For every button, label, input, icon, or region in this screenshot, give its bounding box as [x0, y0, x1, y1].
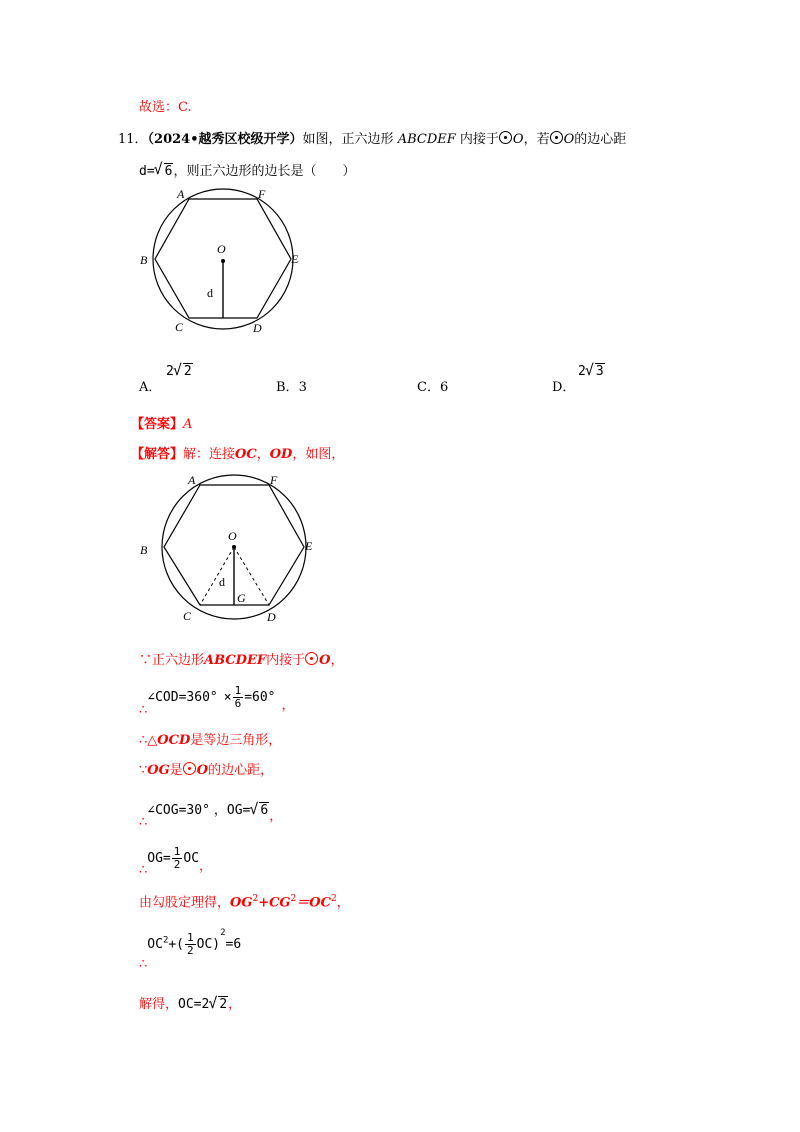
- option-C: [417, 379, 448, 397]
- sqrt-3: [586, 364, 605, 379]
- step8-a: OC: [147, 937, 163, 952]
- d-equals: d=: [139, 164, 155, 179]
- step-1: [139, 652, 343, 670]
- step9-a: OC=2: [178, 997, 210, 1012]
- option-D-coef: 2: [578, 364, 586, 379]
- option-B-letter: B．: [276, 380, 299, 395]
- step5-rad: 6: [260, 803, 269, 818]
- circle-dot-icon: [305, 652, 318, 665]
- option-D-value: [578, 364, 605, 379]
- step6-num: 1: [173, 845, 181, 858]
- label2-D: D: [267, 610, 276, 624]
- step-5: [139, 799, 283, 830]
- step3-pre: ∴△: [139, 733, 158, 748]
- label2-O: O: [228, 529, 237, 543]
- question-line2-post: ，则正六边形的边长是（ ）: [173, 164, 356, 179]
- dashed-oc: [200, 547, 234, 605]
- sqrt-6-b: [250, 803, 269, 818]
- option-D-rad: 3: [595, 364, 604, 379]
- step8-therefore: ∴: [139, 957, 148, 972]
- label2-C: C: [183, 609, 192, 623]
- question-text-2: 内接于: [459, 132, 499, 147]
- analysis-sep: ，: [256, 447, 270, 462]
- step8-d: =6: [225, 937, 242, 952]
- sqrt-2: [174, 364, 193, 379]
- step4-seg: OG: [147, 763, 170, 778]
- label-C: C: [175, 320, 184, 334]
- circle-dot-icon: [183, 762, 196, 775]
- step7-end: ，: [336, 895, 350, 911]
- step2-therefore: ∴: [139, 703, 148, 718]
- step7-c: ＝OC: [296, 895, 331, 911]
- step7-a: OG: [230, 895, 253, 911]
- step8-b: +(: [168, 937, 185, 952]
- step-9: [139, 993, 241, 1012]
- sqrt-2-b: [209, 997, 228, 1012]
- step6-end: ，: [199, 859, 213, 874]
- label2-d: d: [219, 575, 225, 589]
- step7-sup3: 2: [330, 894, 337, 904]
- analysis-tail: ，如图，: [292, 447, 345, 462]
- hexagon-name: ABCDEF: [397, 132, 456, 147]
- step8-den: 2: [187, 944, 194, 957]
- step5-a: ∠COG=30°: [147, 803, 210, 818]
- option-C-value: 6: [439, 380, 449, 395]
- step3-end: 是等边三角形，: [190, 733, 282, 748]
- answer-line: [131, 416, 192, 434]
- label-F: F: [258, 187, 266, 201]
- question-text-4: 的边心距: [574, 132, 627, 147]
- step7-pre: 由勾股定理得，: [139, 895, 231, 911]
- analysis-intro: 解：连接: [183, 447, 236, 462]
- option-D-letter: D．: [552, 380, 576, 395]
- question-number: 11．: [118, 132, 148, 147]
- step4-mid: 是: [169, 763, 183, 778]
- option-A-coef: 2: [166, 364, 174, 379]
- option-A-value: [166, 364, 193, 379]
- analysis-tag: 【解答】: [131, 447, 184, 462]
- fraction-1-2: [172, 846, 183, 871]
- step1-circle: O: [319, 653, 331, 668]
- label-d: d: [207, 286, 213, 300]
- sqrt-6: [155, 163, 174, 181]
- question-line-1: [118, 131, 626, 149]
- question-text-1: 如图，正六边形: [302, 132, 394, 147]
- step4-circle: O: [196, 763, 209, 778]
- step9-end: ，: [228, 997, 242, 1012]
- option-B-value: 3: [298, 380, 307, 395]
- step5-end: ，: [269, 809, 283, 824]
- step6-den: 2: [173, 858, 181, 871]
- step2-times: ×: [223, 690, 232, 705]
- label2-F: F: [270, 473, 278, 487]
- label2-A: A: [188, 473, 196, 487]
- analysis-line: [131, 446, 344, 464]
- circle-name: O: [512, 132, 524, 147]
- step6-therefore: ∴: [139, 863, 148, 878]
- question-line-2: [139, 163, 356, 181]
- step2-den: 6: [234, 697, 242, 710]
- step6-rhs: OC: [183, 851, 200, 866]
- step1-mid: 内接于: [266, 653, 306, 668]
- label-D: D: [253, 321, 262, 335]
- step-7: [139, 890, 350, 912]
- step6-lhs: OG=: [147, 851, 171, 866]
- label-O: O: [217, 242, 226, 256]
- step1-end: ，: [330, 653, 344, 668]
- option-C-letter: C．: [417, 380, 440, 395]
- option-D: [552, 379, 575, 397]
- step8-sup2: 2: [220, 927, 226, 938]
- option-A-rad: 2: [183, 364, 192, 379]
- step7-b: +CG: [258, 895, 291, 911]
- step2-lhs: ∠COD=360°: [147, 690, 218, 705]
- label-B: B: [140, 253, 148, 267]
- step1-hex: ABCDEF: [204, 653, 267, 668]
- figure-hexagon-2: [135, 468, 325, 628]
- step3-tri: OCD: [157, 733, 191, 748]
- answer-value: A: [183, 417, 193, 432]
- step5-therefore: ∴: [139, 815, 148, 830]
- circle-name-2: O: [563, 132, 575, 147]
- figure-hexagon-1: [135, 180, 315, 340]
- step8-c: OC): [196, 937, 221, 952]
- step9-pre: 解得，: [139, 997, 179, 1012]
- step4-end: 的边心距，: [208, 763, 274, 778]
- question-source: （2024•越秀区校级开学）: [147, 132, 303, 147]
- label2-G: G: [237, 591, 246, 605]
- fraction-1-6: [233, 685, 244, 710]
- step7-sup1: 2: [252, 894, 259, 904]
- step7-sup2: 2: [290, 894, 297, 904]
- step8-num: 1: [187, 931, 194, 944]
- option-A: [139, 379, 161, 397]
- step5-b: ，OG=: [213, 803, 251, 818]
- question-text-3: ，若: [523, 132, 550, 147]
- step2-num: 1: [234, 684, 242, 697]
- prev-answer: 故选：C.: [139, 100, 192, 115]
- option-A-letter: A．: [139, 380, 162, 395]
- label2-B: B: [140, 543, 148, 557]
- circle-dot-icon: [550, 131, 563, 144]
- fraction-1-2-b: [185, 932, 196, 957]
- radicand: 6: [164, 164, 173, 179]
- answer-tag: 【答案】: [131, 417, 184, 432]
- option-B: [276, 379, 307, 397]
- step8-sup1: 2: [162, 935, 169, 946]
- step9-rad: 2: [219, 997, 228, 1012]
- step-6: [139, 845, 213, 878]
- segment-oc: OC: [235, 447, 257, 462]
- step-4: [139, 762, 273, 780]
- segment-od: OD: [269, 447, 293, 462]
- circle-dot-icon: [499, 131, 512, 144]
- label2-E: E: [305, 539, 313, 553]
- label-E: E: [291, 252, 299, 266]
- step1-pre: ∵正六边形: [139, 653, 205, 668]
- step-3: [139, 732, 281, 750]
- step2-end: ，: [281, 698, 295, 713]
- label-A: A: [177, 187, 185, 201]
- step-8: [139, 927, 242, 972]
- step2-rhs: =60°: [244, 690, 276, 705]
- step-2: [139, 684, 295, 718]
- step4-pre: ∵: [139, 763, 148, 778]
